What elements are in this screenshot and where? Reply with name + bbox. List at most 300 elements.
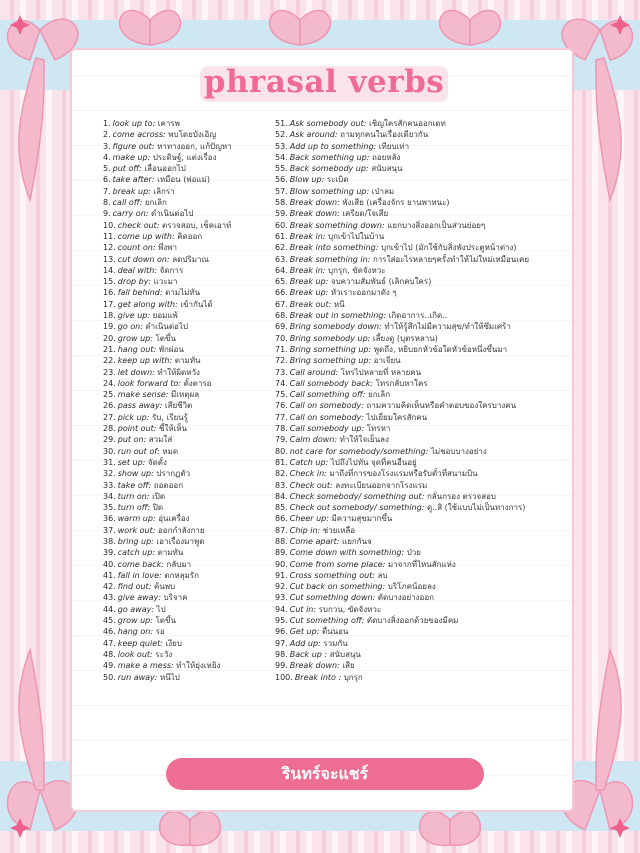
phrasal-verb: count on: [117,243,156,253]
item-number: 43. [103,593,116,603]
phrasal-verb: Call somebody up: [289,424,365,434]
list-item [103,344,273,355]
meaning: ไปเยี่ยมใครสักคน [366,412,428,422]
meaning: ดู..สิ (ใช้แบบไม่เป็นทางการ) [426,503,526,513]
item-number: 68. [275,311,288,321]
item-number: 82. [275,469,288,479]
item-number: 79. [275,435,288,445]
phrasal-verb: point out: [117,424,157,434]
item-number: 27. [103,412,116,422]
phrasal-verb: make up: [112,152,151,162]
meaning: ลบ [377,570,388,580]
list-item [275,163,575,174]
item-number: 6. [103,175,111,185]
phrasal-verb: Ask somebody out: [289,119,367,128]
item-number: 23. [103,367,116,377]
meaning: มีความสุขมากขึ้น [331,514,393,524]
list-item [275,604,575,615]
list-item [103,434,273,445]
list-item [103,615,273,626]
item-number: 72. [275,356,288,366]
list-item [275,502,575,513]
list-item [103,321,273,332]
list-item [103,423,273,434]
item-number: 42. [103,582,116,592]
item-number: 32. [103,469,116,479]
meaning: สนับสนุน [371,164,403,174]
meaning: พักผ่อน [158,344,184,354]
list-item [103,242,273,253]
list-item [103,638,273,649]
list-item [103,186,273,197]
phrasal-verb: deal with: [117,265,158,275]
meaning: เปิด [152,491,166,501]
meaning: ปิด [152,503,164,513]
item-number: 75. [275,390,288,400]
meaning: แวะมา [153,277,178,287]
meaning: แยกบางสิ่งออกเป็นส่วนย่อยๆ [387,220,486,230]
meaning: หมด [162,446,179,456]
phrasal-verb: Check out: [289,480,333,490]
item-number: 4. [103,152,111,162]
list-item [275,389,575,400]
phrasal-verb: Break in: [289,265,326,275]
list-item [103,118,273,129]
meaning: ทำให้ใจเย็นลง [339,435,389,445]
phrasal-verb: Break out in something: [289,311,387,321]
meaning: ระวัง [155,649,173,659]
phrasal-verb-list-right [275,118,575,683]
list-item [275,276,575,287]
meaning: รับ, เรียนรู้ [152,412,188,422]
list-item [103,570,273,581]
list-item [275,638,575,649]
list-item [103,660,273,671]
list-item [103,400,273,411]
meaning: คิดออก [177,231,203,241]
list-item [275,220,575,231]
phrasal-verb: Check somebody/ something out: [289,491,425,501]
phrasal-verb: find out: [117,582,152,592]
item-number: 47. [103,638,116,648]
item-number: 49. [103,661,116,671]
phrasal-verb: call off: [112,198,143,208]
list-item [275,208,575,219]
page-title: phrasal verbs [203,64,445,100]
item-number: 13. [103,254,116,264]
meaning: ไม่ชอบบางอย่าง [430,446,487,456]
item-number: 91. [275,570,288,580]
meaning: ลงทะเบียนออกจากโรงแรม [335,480,428,490]
list-item [275,570,575,581]
phrasal-verb: turn on: [117,491,150,501]
phrasal-verb: Cut something down: [289,593,376,603]
list-item [275,626,575,637]
list-item [275,649,575,660]
list-item [275,525,575,536]
list-item [275,367,575,378]
phrasal-verb: go on: [117,322,143,332]
phrasal-verb: give away: [117,593,162,603]
meaning: พูดถึง, หยิบยกหัวข้อใดหัวข้อหนึ่งขึ้นมา [373,344,508,354]
meaning: ตกหลุมรัก [164,570,199,580]
list-item [275,592,575,603]
phrasal-verb: check out: [117,220,160,230]
phrasal-verb: Call something off: [289,390,366,400]
meaning: มีเหตุผล [171,390,200,400]
item-number: 3. [103,141,111,151]
phrasal-verb: carry on: [112,209,149,219]
phrasal-verb: warm up: [117,514,156,524]
item-number: 17. [103,299,116,309]
meaning: เกิดอาการ..เกิด.. [388,311,448,321]
phrasal-verb: Back up : [289,649,328,659]
list-item [103,672,273,683]
list-item [103,513,273,524]
list-item [275,254,575,265]
item-number: 77. [275,412,288,422]
list-item [103,480,273,491]
item-number: 56. [275,175,288,185]
item-number: 71. [275,344,288,354]
item-number: 37. [103,525,116,535]
meaning: ดำเนินต่อไป [145,322,188,332]
item-number: 83. [275,480,288,490]
item-number: 29. [103,435,116,445]
phrasal-verb: Bring somebody down: [289,322,382,332]
item-number: 21. [103,344,116,354]
list-item [103,310,273,321]
list-item [275,186,575,197]
list-item [275,174,575,185]
meaning: ตั้งตารอ [183,378,212,388]
item-number: 67. [275,299,288,309]
list-item [275,321,575,332]
phrasal-verb: Catch up: [289,457,329,467]
list-item [275,355,575,366]
list-item [103,129,273,140]
item-number: 8. [103,198,111,208]
meaning: เสีย [342,661,355,671]
phrasal-verb: Break into : [294,672,342,682]
meaning: กลั่นกรอง ตรวจสอบ [426,491,496,501]
meaning: หัวเราะออกมาดัง ๆ [330,288,397,298]
phrasal-verb: Blow something up: [289,186,370,196]
item-number: 54. [275,152,288,162]
list-item [103,299,273,310]
meaning: ตื่นนอน [321,627,349,637]
meaning: อุ่นเครื่อง [158,514,190,524]
item-number: 46. [103,627,116,637]
list-item [275,468,575,479]
phrasal-verb: grow up: [117,616,153,626]
list-item [103,220,273,231]
meaning: เอาเรื่องมาพูด [156,536,205,546]
item-number: 30. [103,446,116,456]
item-number: 16. [103,288,116,298]
phrasal-verb: hang out: [117,344,157,354]
list-item [275,547,575,558]
phrasal-verb: Back something up: [289,152,370,162]
phrasal-verb: set up: [117,457,146,467]
phrasal-verb: keep quiet: [117,638,163,648]
phrasal-verb: Break something in: [289,254,371,264]
item-number: 58. [275,198,288,208]
item-number: 33. [103,480,116,490]
meaning: เครียด/ใจเสีย [342,209,389,219]
meaning: ตัดบางอย่างออก [377,593,435,603]
list-item [103,333,273,344]
item-number: 14. [103,265,116,275]
item-number: 36. [103,514,116,524]
phrasal-verb: Call on somebody: [289,401,364,411]
phrasal-verb: Add up: [289,638,321,648]
list-item [103,446,273,457]
phrasal-verb: Come apart: [289,536,340,546]
item-number: 70. [275,333,288,343]
phrasal-verb: run out of: [117,446,160,456]
phrasal-verb: take after: [112,175,155,185]
item-number: 66. [275,288,288,298]
list-item [275,152,575,163]
phrasal-verb: work out: [117,525,156,535]
list-item [103,367,273,378]
meaning: พบโดยบังเอิญ [168,130,217,140]
phrasal-verb: look up to: [112,119,156,128]
phrasal-verb: Bring somebody up: [289,333,371,343]
list-item [275,446,575,457]
phrasal-verb: go away: [117,604,155,614]
list-item [103,626,273,637]
meaning: จัดตั้ง [147,457,167,467]
list-item [103,152,273,163]
meaning: พังเสีย (เครื่องจักร ยานพาหนะ) [342,198,450,208]
item-number: 18. [103,311,116,321]
meaning: โทรไปหลายที่ หลายคน [340,367,422,377]
meaning: เทียบเท่า [378,141,410,151]
meaning: ถอยหลัง [372,152,401,162]
item-number: 86. [275,514,288,524]
meaning: รอ [155,627,165,637]
meaning: หนี [333,299,345,309]
item-number: 44. [103,604,116,614]
meaning: บริโภคน้อยลง [387,582,436,592]
meaning: ทำให้ยุ่งเหยิง [176,661,221,671]
item-number: 38. [103,536,116,546]
item-number: 40. [103,559,116,569]
meaning: ถามทุกคนในเรื่องเดียวกัน [340,130,429,140]
item-number: 9. [103,209,111,219]
item-number: 34. [103,491,116,501]
list-item [103,412,273,423]
phrasal-verb: figure out: [112,141,155,151]
meaning: ตามทัน [174,356,201,366]
list-item [275,491,575,502]
phrasal-verb: Break down: [289,198,340,208]
item-number: 25. [103,390,116,400]
phrasal-verb: show up: [117,469,154,479]
list-item [103,174,273,185]
phrasal-verb: put off: [112,164,142,174]
item-number: 35. [103,503,116,513]
meaning: สวมใส่ [148,435,173,445]
item-number: 80. [275,446,288,456]
item-number: 51. [275,119,288,128]
item-number: 98. [275,649,288,659]
list-item [103,536,273,547]
meaning: กลับมา [166,559,192,569]
item-number: 15. [103,277,116,287]
item-number: 50. [103,672,116,682]
meaning: เหมือน (พ่อแม่) [157,175,210,185]
meaning: เป่าลม [371,186,395,196]
phrasal-verb: come up with: [117,231,175,241]
meaning: โทรกลับหาใคร [375,378,428,388]
phrasal-verb: Come from some place: [289,559,386,569]
item-number: 24. [103,378,116,388]
phrasal-verb: cut down on: [117,254,170,264]
meaning: ถามความคิดเห็นหรือคำตอบของใครบางคน [366,401,517,411]
list-item [103,265,273,276]
list-item [275,581,575,592]
list-item [275,434,575,445]
list-item [103,592,273,603]
meaning: จัดการ [159,265,184,275]
item-number: 84. [275,491,288,501]
list-item [275,129,575,140]
meaning: ประดิษฐ์, แต่งเรื่อง [152,152,217,162]
list-item [103,581,273,592]
phrasal-verb: fall behind: [117,288,163,298]
phrasal-verb: make sense: [117,390,169,400]
list-item [103,547,273,558]
phrasal-verb: grow up: [117,333,153,343]
list-item [275,287,575,298]
meaning: เชิญใครสักคนออกเดท [369,119,446,128]
item-number: 63. [275,254,288,264]
list-item [103,502,273,513]
item-number: 64. [275,265,288,275]
meaning: บริจาค [163,593,188,603]
phrasal-verb: Call around: [289,367,339,377]
phrasal-verb: look forward to: [117,378,182,388]
meaning: เลิกรา [153,186,175,196]
meaning: ทำให้รู้สึกไม่มีความสุข/ทำให้ซึมเศร้า [384,322,511,332]
item-number: 92. [275,582,288,592]
list-item [275,231,575,242]
meaning: จบความสัมพันธ์ (เลิกคบใคร) [330,277,432,287]
item-number: 94. [275,604,288,614]
meaning: ตรวจสอบ, เช็คเอาท์ [162,220,232,230]
item-number: 73. [275,367,288,377]
meaning: รวมกัน [323,638,348,648]
meaning: รบกวน, ขัดจังหวะ [318,604,382,614]
phrasal-verb: break up: [112,186,151,196]
meaning: ลดปริมาณ [172,254,209,264]
list-item [103,197,273,208]
phrasal-verb: keep up with: [117,356,173,366]
meaning: มาจากที่ไหนสักแห่ง [387,559,456,569]
phrasal-verb: get along with: [117,299,178,309]
item-number: 99. [275,661,288,671]
author-banner [166,758,484,790]
meaning: ตัดบางสิ่งออกด้วยของมีคม [366,616,459,626]
phrasal-verb: Cheer up: [289,514,329,524]
list-item [275,559,575,570]
list-item [275,333,575,344]
phrasal-verb: hang on: [117,627,154,637]
meaning: เสียชีวิต [164,401,193,411]
item-number: 81. [275,457,288,467]
list-item [275,299,575,310]
list-item [103,559,273,570]
item-number: 20. [103,333,116,343]
phrasal-verb: Back somebody up: [289,164,369,174]
phrasal-verb: look out: [117,649,153,659]
phrasal-verb: make a mess: [117,661,174,671]
list-item [275,141,575,152]
phrasal-verb: Cut something off: [289,616,365,626]
item-number: 62. [275,243,288,253]
phrasal-verb: fall in love: [117,570,162,580]
item-number: 74. [275,378,288,388]
list-item [103,389,273,400]
phrasal-verb: Break down: [289,661,340,671]
phrasal-verb: Break up: [289,277,329,287]
phrasal-verb: take off: [117,480,152,490]
meaning: บุกรุก [343,672,363,682]
item-number: 65. [275,277,288,287]
meaning: ป่วย [406,548,421,558]
phrasal-verb: Call on somebody: [289,412,364,422]
meaning: ยอมแพ้ [152,311,178,321]
list-item [103,254,273,265]
meaning: อาเจียน [373,356,401,366]
list-item [275,457,575,468]
item-number: 1. [103,119,111,128]
meaning: ตามไม่ทัน [165,288,201,298]
phrasal-verb: put on: [117,435,147,445]
phrasal-verb: pass away: [117,401,163,411]
item-number: 93. [275,593,288,603]
list-item [103,491,273,502]
item-number: 89. [275,548,288,558]
item-number: 57. [275,186,288,196]
meaning: ออกกำลังกาย [157,525,205,535]
phrasal-verb: Break up: [289,288,329,298]
list-item [275,197,575,208]
list-item [275,310,575,321]
item-number: 88. [275,536,288,546]
item-number: 19. [103,322,116,332]
phrasal-verb: Cut in: [289,604,317,614]
meaning: โตขึ้น [155,616,176,626]
list-item [103,355,273,366]
phrasal-verb: Break down: [289,209,340,219]
item-number: 100. [275,672,293,682]
item-number: 11. [103,231,116,241]
item-number: 28. [103,424,116,434]
list-item [103,141,273,152]
list-item [275,423,575,434]
list-item [103,287,273,298]
phrasal-verb: Bring something up: [289,356,372,366]
meaning: บุกเข้าไป (มักใช้กับสิ่งพังประตูหน้าต่าง) [380,243,517,253]
item-number: 2. [103,130,111,140]
meaning: ไป [156,604,166,614]
list-item [275,513,575,524]
item-number: 39. [103,548,116,558]
